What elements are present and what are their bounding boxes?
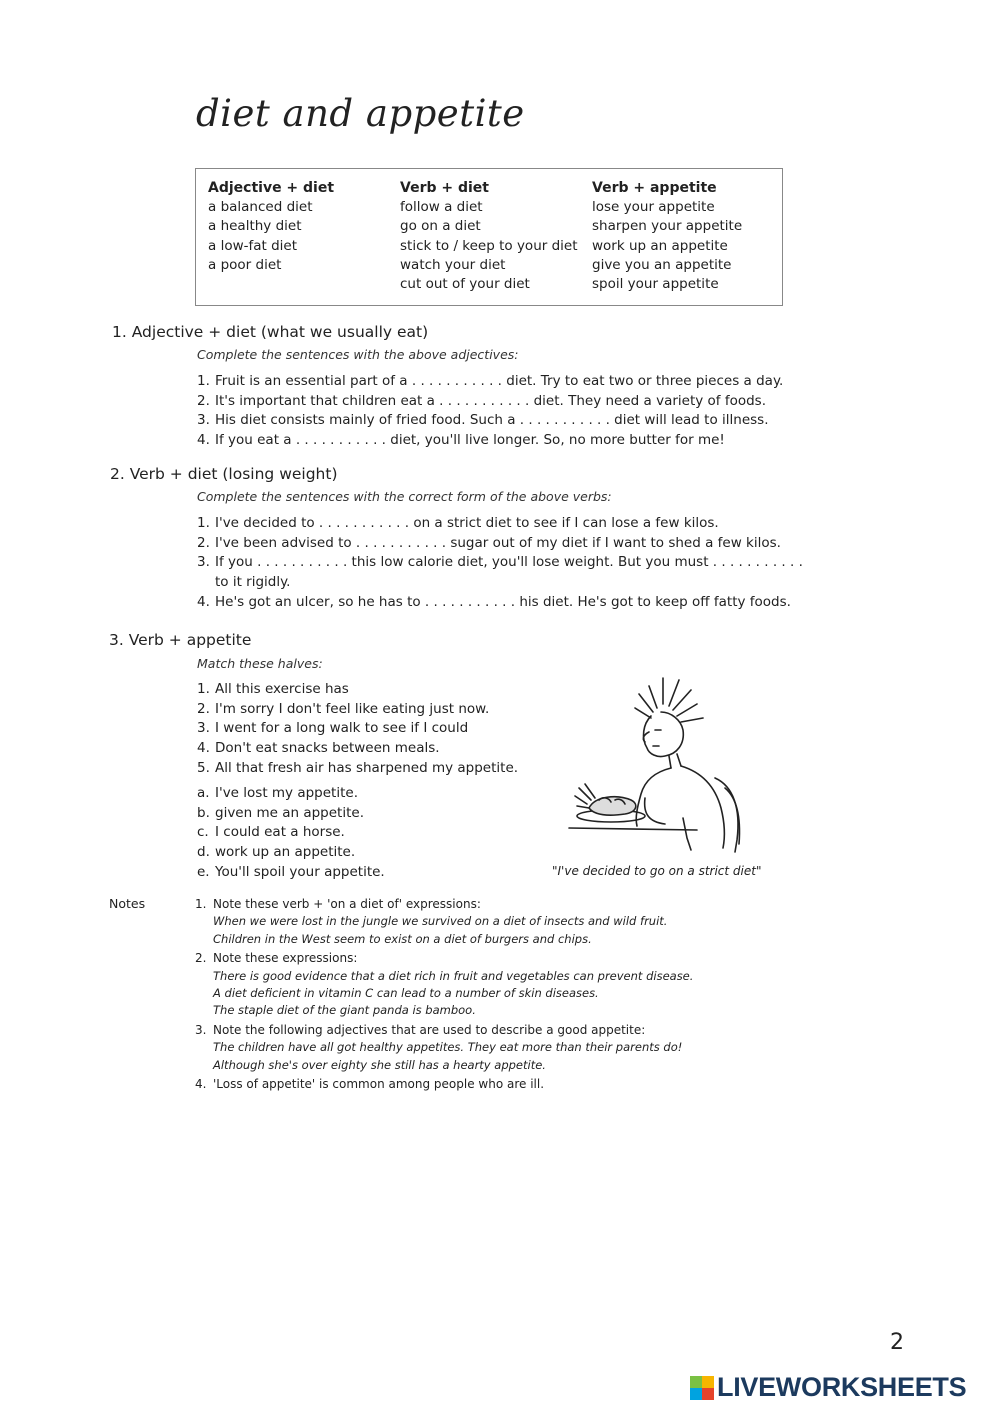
section-2-instruction: Complete the sentences with the correct form of the above verbs: [197, 489, 612, 504]
logo-square [690, 1388, 702, 1400]
collocation-item: a poor diet [208, 256, 282, 273]
column-adjective-diet [208, 179, 334, 275]
logo-square [702, 1388, 714, 1400]
collocation-item: a healthy diet [208, 218, 302, 235]
section-3-instruction: Match these halves: [197, 656, 323, 671]
column-verb-appetite [592, 179, 742, 294]
list-item: 2. I've been advised to . . . . . . . . . . . sugar out of my diet if I want to shed a few kilos. [197, 534, 781, 551]
collocation-item: cut out of your diet [400, 276, 530, 293]
liveworksheets-logo-icon [690, 1376, 714, 1400]
page-title: diet and appetite [196, 92, 525, 135]
list-item: 1. All this exercise has [197, 681, 349, 697]
section-3-title: 3. Verb + appetite [109, 631, 252, 649]
list-item: 4. Don't eat snacks between meals. [197, 740, 440, 757]
list-item: 1. I've decided to . . . . . . . . . . . on a strict diet to see if I can lose a few kilos. [197, 515, 719, 531]
notes-list [195, 896, 693, 1095]
logo-square [690, 1376, 702, 1388]
column-header: Verb + appetite [592, 180, 717, 196]
list-item: 2. It's important that children eat a . . . . . . . . . . . diet. They need a variety of foods. [197, 392, 766, 409]
column-verb-diet [400, 179, 578, 294]
column-header: Adjective + diet [208, 180, 335, 196]
note-item: 3. Note the following adjectives that are used to describe a good appetite: The children have all got healthy appetites. They eat more than their parents do! Although she's over eighty she still has a hearty appetite. [195, 1022, 693, 1074]
note-example: Although she's over eighty she still has a hearty appetite. [213, 1057, 546, 1072]
list-item: 2. I'm sorry I don't feel like eating just now. [197, 700, 490, 717]
collocation-item: follow a diet [400, 199, 483, 216]
list-item: d. work up an appetite. [197, 844, 356, 861]
note-item: 4. 'Loss of appetite' is common among people who are ill. [195, 1077, 545, 1092]
collocation-item: stick to / keep to your diet [400, 237, 578, 254]
section-2-title: 2. Verb + diet (losing weight) [110, 465, 338, 483]
list-item: e. You'll spoil your appetite. [197, 863, 385, 880]
section-2-list [197, 514, 803, 613]
list-item: 4. If you eat a . . . . . . . . . . . diet, you'll live longer. So, no more butter for me! [197, 432, 725, 449]
list-item: c. I could eat a horse. [197, 824, 345, 841]
collocation-item: a balanced diet [208, 199, 313, 216]
list-item: b. given me an appetite. [197, 804, 364, 821]
note-example: The staple diet of the giant panda is bamboo. [213, 1003, 476, 1018]
collocation-item: watch your diet [400, 256, 506, 273]
section-1-instruction: Complete the sentences with the above adjectives: [197, 347, 519, 362]
list-item: a. I've lost my appetite. [197, 785, 358, 801]
list-item: 1. Fruit is an essential part of a . . . . . . . . . . . diet. Try to eat two or three pieces a day. [197, 373, 784, 389]
list-item: 3. His diet consists mainly of fried food. Such a . . . . . . . . . . . diet will lead to illness. [197, 412, 769, 429]
list-item: 4. He's got an ulcer, so he has to . . . . . . . . . . . his diet. He's got to keep off fatty foods. [197, 593, 791, 610]
note-item: 2. Note these expressions: There is good evidence that a diet rich in fruit and vegetables can prevent disease. A diet deficient in vitamin C can lead to a number of skin diseases. The staple diet of the giant panda is bamboo. [195, 950, 693, 1020]
collocation-item: give you an appetite [592, 256, 732, 273]
page-number: 2 [890, 1330, 904, 1355]
collocation-item: a low-fat diet [208, 237, 298, 254]
list-item: 3. I went for a long walk to see if I could [197, 720, 469, 737]
section-1-list [197, 372, 783, 451]
note-example: Children in the West seem to exist on a diet of burgers and chips. [213, 931, 592, 946]
logo-square [702, 1376, 714, 1388]
note-example: The children have all got healthy appetites. They eat more than their parents do! [213, 1040, 683, 1055]
collocation-item: go on a diet [400, 218, 481, 235]
list-item: 5. All that fresh air has sharpened my appetite. [197, 759, 519, 776]
dieting-person-illustration [565, 668, 775, 860]
section-3-lettered-list [197, 784, 385, 883]
collocation-item: sharpen your appetite [592, 218, 743, 235]
collocation-item: spoil your appetite [592, 276, 719, 293]
column-header: Verb + diet [400, 180, 489, 196]
section-1-title: 1. Adjective + diet (what we usually eat) [112, 323, 429, 341]
brand-name: LIVEWORKSHEETS [717, 1372, 967, 1402]
note-item: 1. Note these verb + 'on a diet of' expressions: When we were lost in the jungle we survived on a diet of insects and wild fruit. Children in the West seem to exist on a diet of burgers and chips. [195, 896, 693, 948]
collocation-item: work up an appetite [592, 237, 728, 254]
note-example: There is good evidence that a diet rich in fruit and vegetables can prevent disease. [213, 968, 694, 983]
illustration-caption: "I've decided to go on a strict diet" [552, 864, 762, 878]
collocation-item: lose your appetite [592, 199, 715, 216]
note-example: A diet deficient in vitamin C can lead to a number of skin diseases. [213, 986, 599, 1001]
list-item-continuation: to it rigidly. [215, 574, 291, 591]
note-example: When we were lost in the jungle we survived on a diet of insects and wild fruit. [213, 914, 668, 929]
list-item: 3. If you . . . . . . . . . . . this low calorie diet, you'll lose weight. But you must . . . . . . . . . . . [197, 554, 803, 571]
notes-label: Notes [109, 896, 146, 911]
liveworksheets-brand[interactable] [690, 1372, 966, 1403]
section-3-numbered-list [197, 680, 518, 779]
collocation-table [195, 168, 783, 306]
